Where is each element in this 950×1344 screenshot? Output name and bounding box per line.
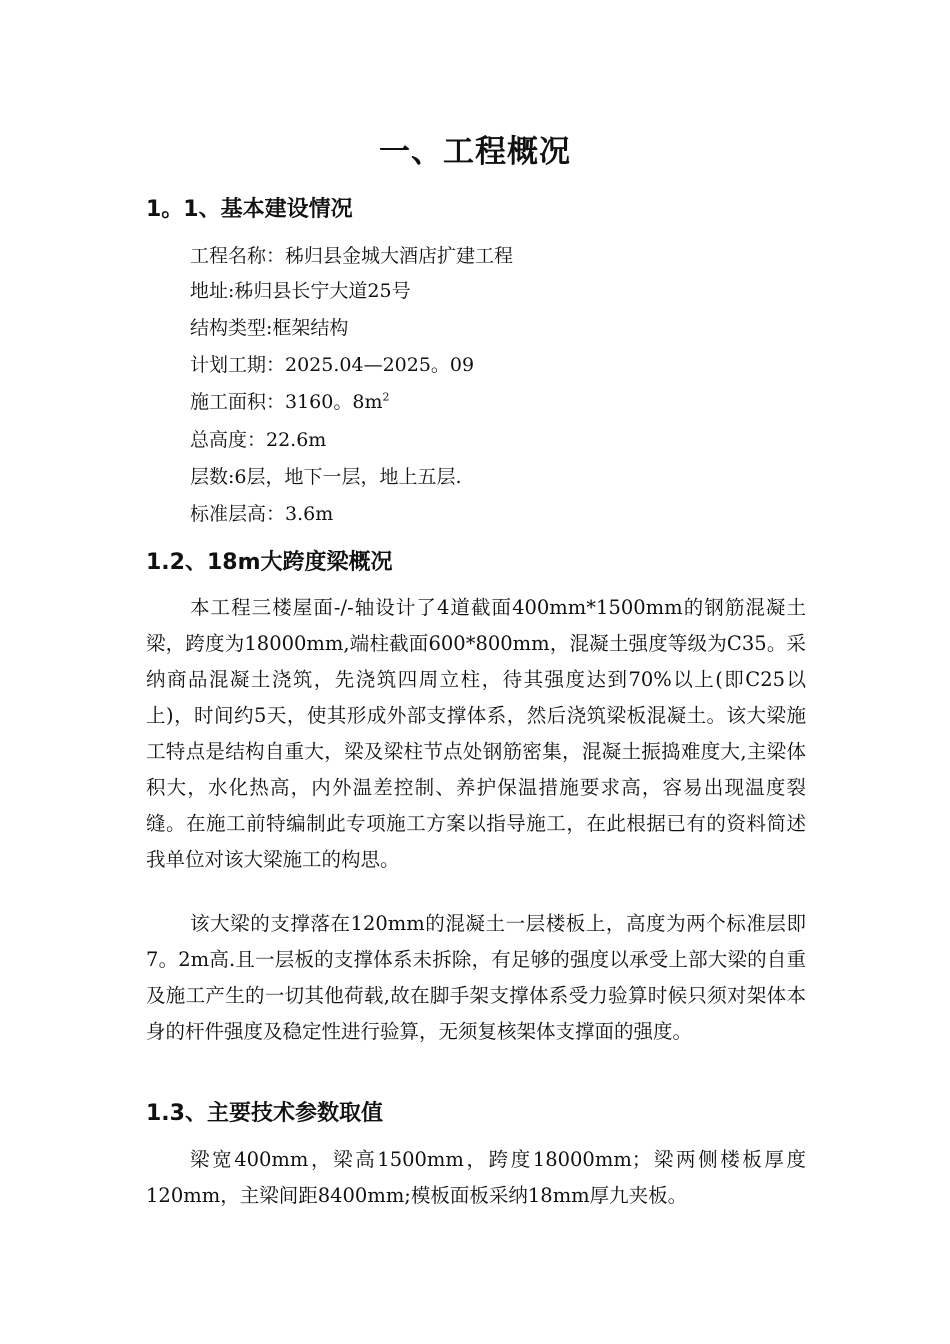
info-schedule: 计划工期：2025.04—2025。09 bbox=[190, 354, 475, 376]
info-floors: 层数:6层，地下一层，地上五层. bbox=[190, 466, 462, 488]
paragraph-tech-params: 梁宽400mm，梁高1500mm，跨度18000mm；梁两侧楼板厚度120mm，主梁间距8400mm;模板面板采纳18mm厚九夹板。 bbox=[146, 1148, 806, 1207]
section-heading-basic-info: 1。1、基本建设情况 bbox=[146, 197, 353, 222]
info-structure-type: 结构类型:框架结构 bbox=[190, 317, 349, 339]
page-title: 一、工程概况 bbox=[379, 134, 571, 170]
section-heading-tech-params: 1.3、主要技术参数取值 bbox=[146, 1101, 383, 1126]
info-area bbox=[190, 387, 389, 414]
info-area-text: 施工面积：3160。8m bbox=[190, 391, 383, 413]
section-heading-beam-overview: 1.2、18m大跨度梁概况 bbox=[146, 550, 393, 575]
info-area-sup: 2 bbox=[382, 390, 390, 404]
info-address: 地址:秭归县长宁大道25号 bbox=[190, 280, 411, 302]
info-total-height: 总高度：22.6m bbox=[190, 429, 327, 451]
info-project-name: 工程名称：秭归县金城大酒店扩建工程 bbox=[190, 245, 514, 267]
paragraph-beam-support: 该大梁的支撑落在120mm的混凝土一层楼板上，高度为两个标准层即7。2m高.且一层板的支撑体系未拆除，有足够的强度以承受上部大梁的自重及施工产生的一切其他荷载,故在脚手架支撑体系受力验算时候只须对架体本身的杆件强度及稳定性进行验算，无须复核架体支撑面的强度。 bbox=[146, 912, 806, 1043]
paragraph-beam-overview: 本工程三楼屋面-/-轴设计了4道截面400mm*1500mm的钢筋混凝土梁，跨度为18000mm,端柱截面600*800mm，混凝土强度等级为C35。采纳商品混凝土浇筑，先浇筑四周立柱，待其强度达到70%以上(即C25以上)，时间约5天，使其形成外部支撑体系，然后浇筑梁板混凝土。该大梁施工特点是结构自重大，梁及梁柱节点处钢筋密集，混凝土振捣难度大,主梁体积大，水化热高，内外温差控制、养护保温措施要求高，容易出现温度裂缝。在施工前特编制此专项施工方案以指导施工，在此根据已有的资料简述我单位对该大梁施工的构思。 bbox=[146, 596, 806, 871]
info-floor-height: 标准层高：3.6m bbox=[190, 503, 334, 525]
